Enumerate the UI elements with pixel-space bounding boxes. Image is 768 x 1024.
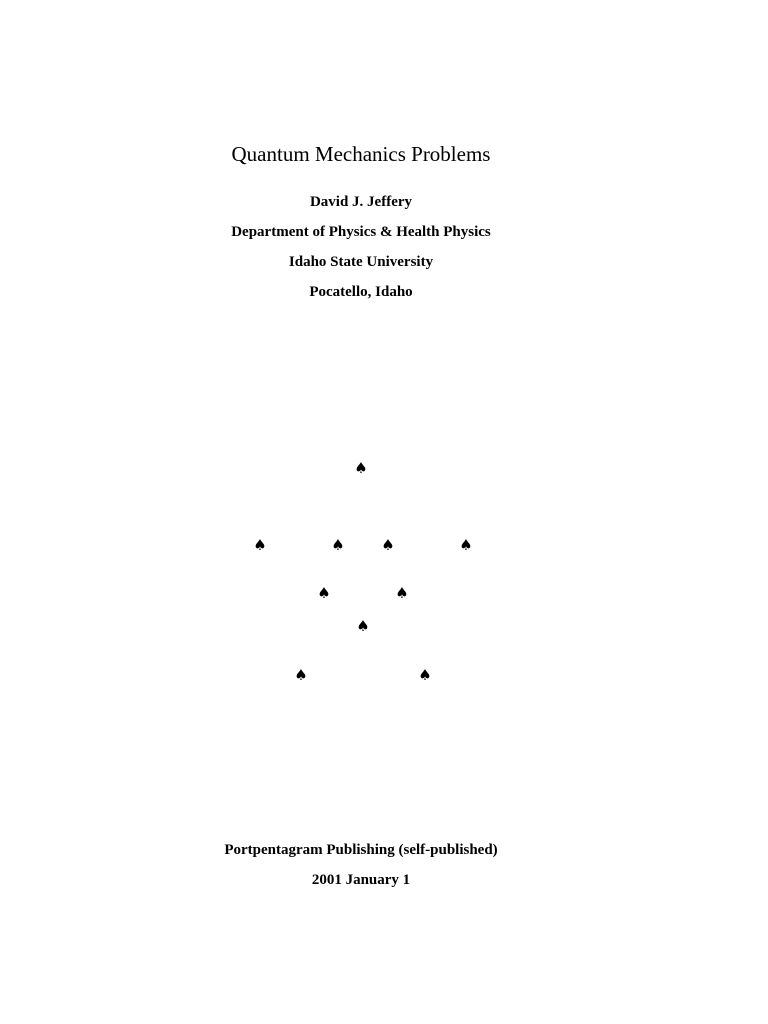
department-name: Department of Physics & Health Physics	[231, 224, 491, 240]
publication-date: 2001 January 1	[311, 872, 411, 888]
spade-icon: ♠	[418, 666, 432, 684]
document-title: Quantum Mechanics Problems	[231, 142, 491, 166]
location-name: Pocatello, Idaho	[309, 284, 413, 300]
university-name: Idaho State University	[288, 254, 434, 270]
spade-icon: ♠	[395, 584, 409, 602]
spade-icon: ♠	[317, 584, 331, 602]
spade-icon: ♠	[381, 536, 395, 554]
spade-icon: ♠	[331, 536, 345, 554]
spade-icon: ♠	[459, 536, 473, 554]
spade-icon: ♠	[253, 536, 267, 554]
publisher-name: Portpentagram Publishing (self-published)	[224, 842, 498, 858]
spade-icon: ♠	[294, 666, 308, 684]
spade-icon: ♠	[354, 459, 368, 477]
author-name: David J. Jeffery	[309, 194, 413, 210]
spade-icon: ♠	[356, 617, 370, 635]
